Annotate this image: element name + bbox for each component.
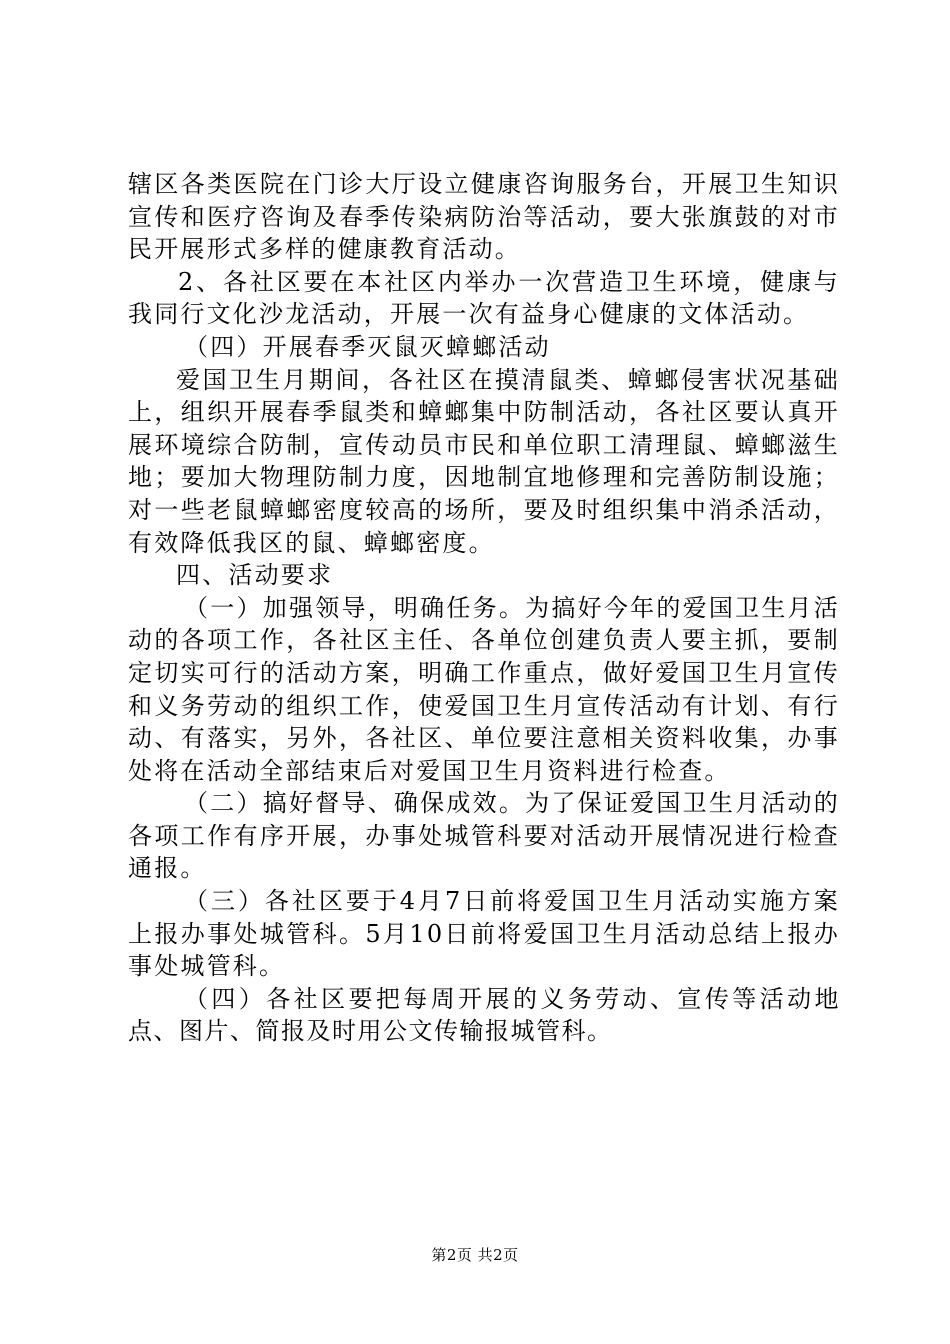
paragraph-rodent-control: 爱国卫生月期间，各社区在摸清鼠类、蟑螂侵害状况基础上，组织开展春季鼠类和蟑螂集中防制活动，各社区要认真开展环境综合防制，宣传动员市民和单位职工清理鼠、蟑螂滋生地；要加大物理防制力度，因地制宜地修理和完善防制设施；对一些老鼠蟑螂密度较高的场所，要及时组织集中消杀活动，有效降低我区的鼠、蟑螂密度。 xyxy=(128,365,840,557)
paragraph-community-salon: 2、各社区要在本社区内举办一次营造卫生环境，健康与我同行文化沙龙活动，开展一次有益身心健康的文体活动。 xyxy=(128,267,840,329)
paragraph-requirement-supervision: （二）搞好督导、确保成效。为了保证爱国卫生月活动的各项工作有序开展，办事处城管科要对活动开展情况进行检查通报。 xyxy=(128,789,840,883)
paragraph-requirement-deadlines: （三）各社区要于4月7日前将爱国卫生月活动实施方案上报办事处城管科。5月10日前将爱国卫生月活动总结上报办事处城管科。 xyxy=(128,887,840,981)
document-body xyxy=(128,168,840,1048)
paragraph-hospital-consultation: 辖区各类医院在门诊大厅设立健康咨询服务台，开展卫生知识宣传和医疗咨询及春季传染病防治等活动，要大张旗鼓的对市民开展形式多样的健康教育活动。 xyxy=(128,170,840,264)
section-heading-rodent-control: （四）开展春季灭鼠灭蟑螂活动 xyxy=(184,332,551,361)
paragraph-requirement-reporting: （四）各社区要把每周开展的义务劳动、宣传等活动地点、图片、简报及时用公文传输报城管科。 xyxy=(128,984,840,1046)
section-heading-requirements: 四、活动要求 xyxy=(176,561,334,590)
page-footer: 第2页 共2页 xyxy=(431,1246,519,1264)
paragraph-requirement-leadership: （一）加强领导，明确任务。为搞好今年的爱国卫生月活动的各项工作，各社区主任、各单位创建负责人要主抓，要制定切实可行的活动方案，明确工作重点，做好爱国卫生月宣传和义务劳动的组织工作，使爱国卫生月宣传活动有计划、有行动、有落实，另外，各社区、单位要注意相关资料收集，办事处将在活动全部结束后对爱国卫生月资料进行检查。 xyxy=(128,593,840,785)
